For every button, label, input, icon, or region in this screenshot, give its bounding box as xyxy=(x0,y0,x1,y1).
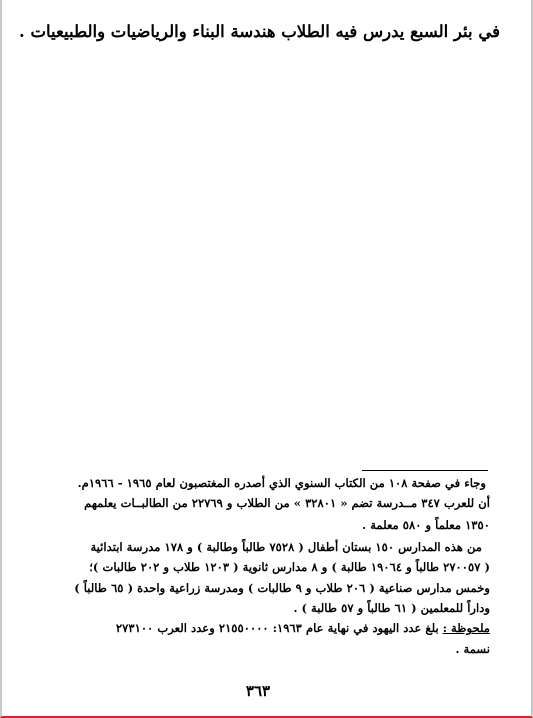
footnote-divider xyxy=(362,470,488,471)
footnote-line: ( ٢٧٠٠٥٧ طالباً و ١٩٠٦٤ طالبة ) و ٨ مدارس ثانوية ( ١٢٠٣ طلاب و ٢٠٢ طالبات )؛ xyxy=(89,560,490,574)
body-text-line: في بئر السبع يدرس فيه الطلاب هندسة البناء والرياضيات والطبيعيات . xyxy=(19,22,500,41)
page-number: ٣٦٣ xyxy=(245,682,271,700)
note-text: بلغ عدد اليهود في نهاية عام ١٩٦٣: ٢١٥٥٠٠٠٠ وعدد العرب ٢٧٣١٠٠ xyxy=(115,621,443,635)
footnote-line: أن للعرب ٣٤٧ مــدرسة تضم « ٣٢٨٠١ » من الطلاب و ٢٢٧٦٩ من الطالبــات يعلمهم xyxy=(84,496,490,510)
footnote-line: وجاء في صفحة ١٠٨ من الكتاب السنوي الذي أصدره المغتصبون لعام ١٩٦٥ - ١٩٦٦م. xyxy=(77,476,486,490)
footnote-line: وخمس مدارس صناعية ( ٢٠٦ طلاب و ٩ طالبات ) ومدرسة زراعية واحدة ( ٦٥ طالباً ) xyxy=(74,581,490,595)
footnote-note xyxy=(28,621,490,635)
footnote-note-end: نسمة . xyxy=(455,642,490,656)
note-label: ملحوظة : xyxy=(442,621,490,635)
footnote-line: ١٣٥٠ معلماً و ٥٨٠ معلمة . xyxy=(362,518,490,532)
book-page xyxy=(19,0,500,718)
footnote-line: من هذه المدارس ١٥٠ بستان أطفال ( ٧٥٢٨ طالباً وطالبة ) و ١٧٨ مدرسة ابتدائية xyxy=(90,540,482,554)
footnote-line: وداراً للمعلمين ( ٦١ طالباً و ٥٧ طالبة ) . xyxy=(293,601,490,615)
